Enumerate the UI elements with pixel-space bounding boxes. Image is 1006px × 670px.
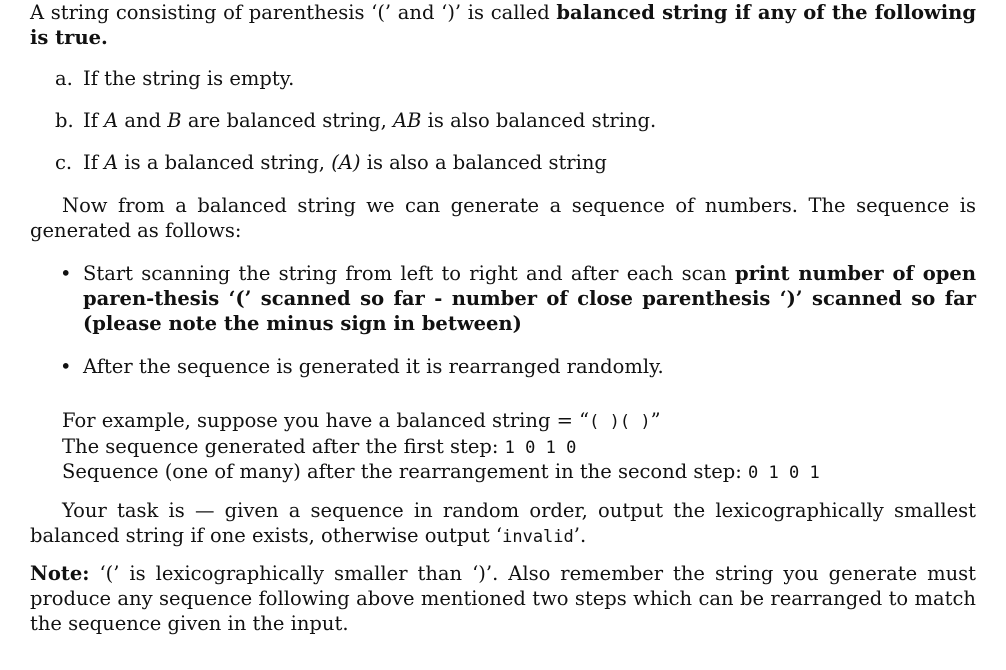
math-var: A bbox=[104, 109, 119, 132]
example-line-2 bbox=[62, 434, 576, 461]
rule-text-part: is a balanced string, bbox=[118, 151, 332, 174]
intro-paragraph bbox=[30, 0, 976, 50]
math-var: A bbox=[104, 151, 119, 174]
note-text: ‘(’ is lexicographically smaller than ‘)’. Also remember the string you generate must produce any sequence following above mentioned two steps which can be rearranged to match the sequence given in the input. bbox=[30, 562, 976, 635]
bullet-item bbox=[83, 261, 976, 336]
rule-text-part: If bbox=[83, 109, 105, 132]
math-expr: (A) bbox=[331, 151, 361, 174]
math-var: B bbox=[167, 109, 182, 132]
example-code: 0 1 0 1 bbox=[748, 463, 820, 483]
task-paragraph bbox=[30, 498, 976, 550]
example-line-3 bbox=[62, 459, 820, 486]
bullet-marker: • bbox=[60, 262, 72, 285]
task-code: invalid bbox=[502, 527, 574, 547]
example-text: ” bbox=[650, 409, 661, 432]
generation-paragraph: Now from a balanced string we can generate a sequence of numbers. The sequence is generated as follows: bbox=[30, 194, 976, 242]
rule-text-part: If bbox=[83, 151, 105, 174]
rule-text-part: are balanced string, bbox=[181, 109, 394, 132]
rule-label: a. bbox=[55, 67, 73, 90]
example-text: Sequence (one of many) after the rearrangement in the second step: bbox=[62, 460, 749, 483]
rule-text bbox=[83, 108, 656, 133]
rule-text-part: is also a balanced string bbox=[360, 151, 607, 174]
intro-bold: balanced string if any of the following is true. bbox=[30, 1, 976, 49]
intro-text: A string consisting of parenthesis ‘(’ and ‘)’ is called bbox=[30, 1, 557, 24]
bullet-item: After the sequence is generated it is rearranged randomly. bbox=[83, 355, 664, 378]
note-label: Note: bbox=[30, 562, 90, 585]
example-text: For example, suppose you have a balanced string = “ bbox=[62, 409, 590, 432]
rule-text-part: and bbox=[118, 109, 168, 132]
rule-text bbox=[83, 150, 607, 175]
example-code: ( )( ) bbox=[589, 412, 651, 432]
example-line-1 bbox=[62, 408, 661, 435]
bullet-text: Start scanning the string from left to right and after each scan bbox=[83, 262, 736, 285]
rule-text: If the string is empty. bbox=[83, 67, 295, 90]
task-text: ’. bbox=[573, 524, 587, 547]
rule-text-part: is also balanced string. bbox=[421, 109, 657, 132]
example-text: The sequence generated after the first step: bbox=[62, 435, 505, 458]
example-code: 1 0 1 0 bbox=[504, 438, 577, 458]
rule-c bbox=[0, 150, 1006, 175]
rule-label: b. bbox=[55, 109, 74, 132]
note-paragraph bbox=[30, 561, 976, 636]
bullet-bold: print number of open paren-thesis ‘(’ scanned so far - number of close parenthesis ‘)’ scanned so far (please note the minus sign in between) bbox=[83, 262, 976, 335]
rule-a bbox=[0, 66, 1006, 91]
rule-label: c. bbox=[55, 151, 73, 174]
rule-b bbox=[0, 108, 1006, 133]
task-text: Your task is — given a sequence in random order, output the lexicographically smallest balanced string if one exists, otherwise output ‘ bbox=[30, 499, 976, 547]
math-var: AB bbox=[393, 109, 422, 132]
bullet-marker: • bbox=[60, 355, 72, 378]
